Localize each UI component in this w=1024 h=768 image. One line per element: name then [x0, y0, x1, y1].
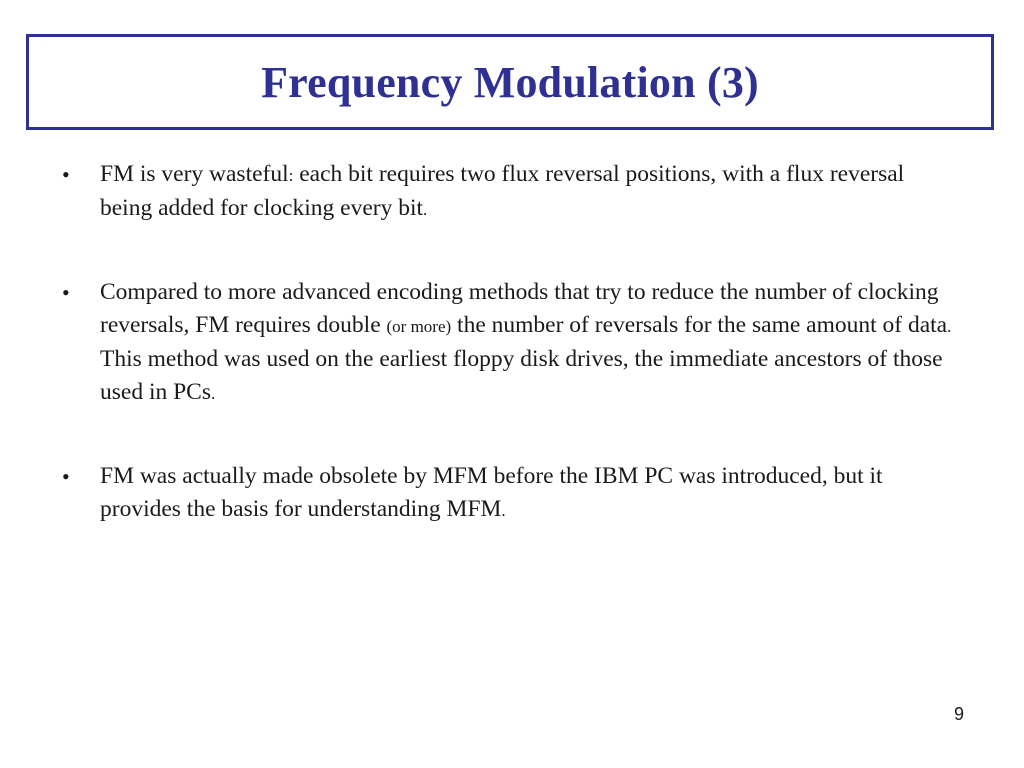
bullet-3-text-a: FM was actually made obsolete by MFM before the IBM PC was introduced, but it provides the basis for understanding MFM [100, 463, 883, 522]
bullet-1-text-b: each bit requires two flux reversal positions, with a flux reversal being added for clocking every bit [100, 161, 905, 221]
slide-title: Frequency Modulation (3) [261, 57, 759, 107]
bullet-item-3 [62, 460, 962, 527]
bullet-2-text-a-small: (or more) [386, 317, 452, 336]
title-box [26, 34, 994, 130]
page-number: 9 [953, 704, 964, 724]
bullet-icon: • [62, 464, 70, 489]
bullet-2-text-a: Compared to more advanced encoding methods that try to reduce the number of clocking reversals, FM requires double [100, 279, 939, 338]
bullet-1-text-b-small: . [423, 200, 428, 219]
bullet-2-text-c-small: . [211, 384, 216, 403]
bullet-item-2 [62, 276, 962, 410]
bullet-icon: • [62, 280, 70, 305]
bullet-icon: • [62, 162, 70, 187]
bullet-2-text-c: This method was used on the earliest floppy disk drives, the immediate ancestors of those used in PCs [100, 346, 943, 405]
bullet-3-text-a-small: . [501, 501, 506, 520]
bullet-item-1 [62, 158, 962, 226]
bullet-2-text-b: the number of reversals for the same amount of data [451, 312, 948, 338]
bullet-list [62, 158, 962, 577]
bullet-1-text-a-small: : [288, 166, 294, 185]
bullet-2-text-b-small: . [947, 317, 952, 336]
bullet-1-text-a: FM is very wasteful [100, 161, 289, 187]
